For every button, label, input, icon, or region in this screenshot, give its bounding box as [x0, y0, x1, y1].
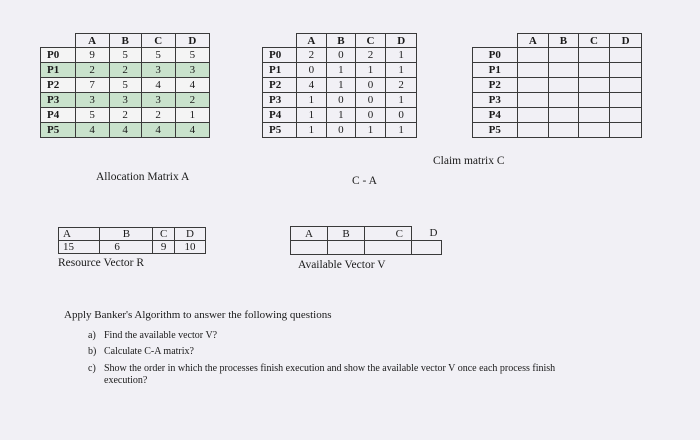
- ca-cell: 0: [386, 108, 417, 123]
- ca-process: P4: [263, 108, 297, 123]
- claim-cell: [517, 123, 549, 138]
- available-col-d: D: [429, 227, 438, 240]
- available-caption: Available Vector V: [298, 259, 386, 271]
- alloc-cell: 3: [175, 63, 209, 78]
- ca-process: P5: [263, 123, 297, 138]
- claim-cell: [610, 123, 642, 138]
- alloc-cell: 5: [75, 108, 109, 123]
- alloc-cell: 1: [175, 108, 209, 123]
- alloc-cell: 4: [75, 123, 109, 138]
- allocation-caption: Allocation Matrix A: [96, 171, 190, 183]
- claim-cell: [578, 63, 610, 78]
- claim-cell: [549, 63, 579, 78]
- ca-process: P2: [263, 78, 297, 93]
- ca-cell: 1: [296, 123, 327, 138]
- claim-cell: [549, 108, 579, 123]
- claim-cell: [517, 93, 549, 108]
- alloc-cell: 3: [141, 93, 175, 108]
- question-key: c): [88, 363, 96, 374]
- alloc-process: P0: [41, 48, 76, 63]
- alloc-cell: 7: [75, 78, 109, 93]
- claim-cell: [517, 78, 549, 93]
- ca-row: [263, 93, 417, 108]
- alloc-col-c: C: [141, 34, 175, 48]
- resource-value: 9: [153, 241, 175, 254]
- claim-process: P5: [473, 123, 518, 138]
- ca-cell: 1: [386, 93, 417, 108]
- claim-caption: Claim matrix C: [433, 155, 505, 167]
- claim-row: [473, 78, 642, 93]
- available-col-a: A: [291, 227, 328, 241]
- alloc-cell: 4: [109, 123, 141, 138]
- claim-cell: [549, 123, 579, 138]
- ca-cell: 1: [355, 63, 386, 78]
- resource-col-a: A: [59, 228, 100, 241]
- alloc-process: P4: [41, 108, 76, 123]
- ca-cell: 0: [355, 93, 386, 108]
- question-text: Show the order in which the processes finish execution and show the available vector V once each process finish execution?: [104, 363, 556, 386]
- claim-col-b: B: [549, 34, 579, 48]
- alloc-cell: 2: [109, 108, 141, 123]
- claim-cell: [549, 93, 579, 108]
- ca-cell: 1: [386, 63, 417, 78]
- alloc-cell: 4: [141, 123, 175, 138]
- ca-col-d: D: [386, 34, 417, 48]
- claim-col-d: D: [610, 34, 642, 48]
- question-text: Calculate C-A matrix?: [104, 346, 194, 357]
- claim-cell: [610, 48, 642, 63]
- ca-row: [263, 63, 417, 78]
- claim-col-c: C: [578, 34, 610, 48]
- ca-row: [263, 108, 417, 123]
- alloc-row: [41, 108, 210, 123]
- available-col-b: B: [328, 227, 365, 241]
- claim-cell: [610, 78, 642, 93]
- alloc-cell: 4: [141, 78, 175, 93]
- ca-cell: 2: [355, 48, 386, 63]
- ca-process: P0: [263, 48, 297, 63]
- ca-cell: 1: [327, 63, 356, 78]
- claim-cell: [578, 108, 610, 123]
- ca-col-a: A: [296, 34, 327, 48]
- ca-caption: C - A: [352, 175, 377, 187]
- claim-cell: [549, 78, 579, 93]
- available-value: [291, 241, 328, 255]
- ca-row: [263, 123, 417, 138]
- corner-cell: [473, 34, 518, 48]
- claim-row: [473, 108, 642, 123]
- alloc-row: [41, 93, 210, 108]
- alloc-cell: 4: [175, 78, 209, 93]
- question-text: Find the available vector V?: [104, 330, 218, 341]
- ca-cell: 0: [355, 78, 386, 93]
- ca-row: [263, 78, 417, 93]
- question-b: [88, 346, 194, 358]
- ca-cell: 1: [296, 108, 327, 123]
- alloc-cell: 2: [175, 93, 209, 108]
- alloc-col-a: A: [75, 34, 109, 48]
- claim-cell: [578, 93, 610, 108]
- available-value: [328, 241, 365, 255]
- ca-cell: 1: [355, 123, 386, 138]
- resource-vector-table: [58, 227, 206, 254]
- alloc-cell: 2: [141, 108, 175, 123]
- ca-cell: 1: [386, 48, 417, 63]
- claim-matrix-table: [472, 33, 642, 138]
- available-value: [365, 241, 412, 255]
- ca-cell: 0: [327, 93, 356, 108]
- claim-col-a: A: [517, 34, 549, 48]
- ca-cell: 1: [296, 93, 327, 108]
- resource-col-b: B: [100, 228, 153, 241]
- claim-cell: [517, 48, 549, 63]
- claim-row: [473, 63, 642, 78]
- alloc-cell: 3: [75, 93, 109, 108]
- claim-process: P4: [473, 108, 518, 123]
- alloc-cell: 5: [109, 48, 141, 63]
- ca-cell: 0: [327, 123, 356, 138]
- alloc-cell: 5: [109, 78, 141, 93]
- alloc-cell: 5: [141, 48, 175, 63]
- alloc-cell: 2: [109, 63, 141, 78]
- resource-col-c: C: [153, 228, 175, 241]
- alloc-row: [41, 48, 210, 63]
- alloc-cell: 3: [109, 93, 141, 108]
- alloc-cell: 3: [141, 63, 175, 78]
- alloc-process: P5: [41, 123, 76, 138]
- corner-cell: [263, 34, 297, 48]
- resource-value: 10: [174, 241, 205, 254]
- ca-row: [263, 48, 417, 63]
- available-col-c: C: [365, 227, 412, 241]
- resource-value: 6: [100, 241, 153, 254]
- alloc-process: P2: [41, 78, 76, 93]
- ca-cell: 0: [327, 48, 356, 63]
- alloc-cell: 5: [175, 48, 209, 63]
- claim-cell: [517, 108, 549, 123]
- alloc-col-b: B: [109, 34, 141, 48]
- claim-row: [473, 48, 642, 63]
- allocation-matrix-table: [40, 33, 210, 138]
- ca-col-c: C: [355, 34, 386, 48]
- ca-col-b: B: [327, 34, 356, 48]
- ca-process: P3: [263, 93, 297, 108]
- claim-row: [473, 93, 642, 108]
- alloc-cell: 9: [75, 48, 109, 63]
- claim-cell: [610, 108, 642, 123]
- alloc-process: P1: [41, 63, 76, 78]
- question-key: a): [88, 330, 96, 341]
- ca-cell: 2: [296, 48, 327, 63]
- alloc-cell: 2: [75, 63, 109, 78]
- resource-caption: Resource Vector R: [58, 257, 145, 269]
- ca-process: P1: [263, 63, 297, 78]
- claim-cell: [578, 123, 610, 138]
- ca-cell: 1: [386, 123, 417, 138]
- alloc-row: [41, 123, 210, 138]
- ca-cell: 4: [296, 78, 327, 93]
- available-vector-table: [290, 226, 442, 255]
- claim-cell: [610, 63, 642, 78]
- ca-matrix-table: [262, 33, 417, 138]
- alloc-cell: 4: [175, 123, 209, 138]
- corner-cell: [41, 34, 76, 48]
- claim-row: [473, 123, 642, 138]
- ca-cell: 2: [386, 78, 417, 93]
- question-a: [88, 330, 217, 342]
- ca-cell: 0: [296, 63, 327, 78]
- claim-cell: [517, 63, 549, 78]
- claim-cell: [549, 48, 579, 63]
- ca-cell: 1: [327, 78, 356, 93]
- resource-value: 15: [59, 241, 100, 254]
- alloc-row: [41, 78, 210, 93]
- resource-col-d: D: [174, 228, 205, 241]
- claim-cell: [578, 48, 610, 63]
- claim-cell: [578, 78, 610, 93]
- claim-process: P1: [473, 63, 518, 78]
- available-value: [412, 241, 442, 255]
- claim-process: P0: [473, 48, 518, 63]
- question-c: [88, 363, 584, 387]
- question-key: b): [88, 346, 97, 357]
- alloc-row: [41, 63, 210, 78]
- questions-intro: Apply Banker's Algorithm to answer the following questions: [64, 309, 332, 321]
- ca-cell: 1: [327, 108, 356, 123]
- alloc-col-d: D: [175, 34, 209, 48]
- claim-process: P2: [473, 78, 518, 93]
- alloc-process: P3: [41, 93, 76, 108]
- claim-cell: [610, 93, 642, 108]
- ca-cell: 0: [355, 108, 386, 123]
- claim-process: P3: [473, 93, 518, 108]
